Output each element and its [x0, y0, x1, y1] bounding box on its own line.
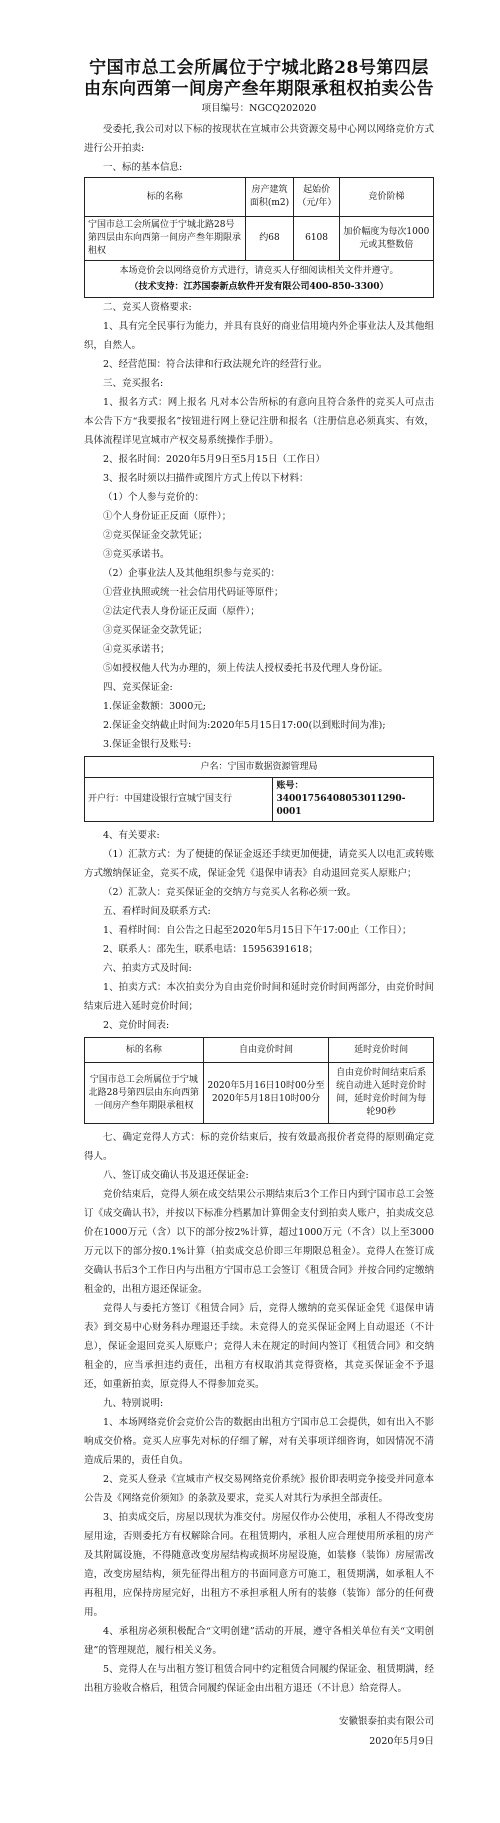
bank-name: 开户行：中国建设银行宣城宁国支行: [85, 778, 273, 822]
section-9-item-5: 5、竞得人在与出租方签订租赁合同中约定租赁合同履约保证金、租赁期满，经出租方验收合格后，租赁合同履约保证金由出租方退还（不计息）给竞得人。: [84, 1664, 434, 1694]
section-3-individual: （1）个人参与竞价的：: [103, 492, 205, 503]
table-note-line2: （技术支持：江苏国泰新点软件开发有限公司400-850-3300）: [129, 282, 389, 292]
auction-schedule-table: [84, 1037, 434, 1124]
section-5-heading: 五、看样时间及联系方式:: [103, 906, 211, 917]
section-4-requirement-1: （1）汇款方式：为了便捷的保证金返还手续更加便捷，请竞买人以电汇或转账方式缴纳保证金，竞买不成，保证金凭《退保申请表》自动退回竞买人原账户；: [84, 849, 434, 879]
section-3-heading: 三、竞买报名:: [103, 378, 164, 389]
page-title: 宁国市总工会所属位于宁城北路28号第四层由东向西第一间房产叁年期限承租权拍卖公告: [84, 58, 434, 99]
col-header-increment: 竞价阶梯: [339, 178, 433, 217]
col-header-start-price: 起始价（元/年）: [294, 178, 339, 217]
lot-info-table: [84, 177, 434, 261]
section-4-requirement-2: （2）汇款人：竞买保证金的交纳方与竞买人名称必须一致。: [103, 887, 357, 898]
section-4-item-2: 2.保证金交纳截止时间为:2020年5月15日17:00(以到账时间为准);: [103, 720, 386, 731]
section-9-heading: 九、特别说明:: [103, 1398, 164, 1409]
cell-increment: 加价幅度为每次1000元或其整数倍: [339, 217, 433, 261]
project-number: 项目编号：NGCQ202020: [201, 103, 317, 114]
section-2-item-1: 1、具有完全民事行为能力，并具有良好的商业信用境内外企事业法人及其他组织，自然人。: [84, 321, 434, 351]
section-3-item-3: 3、报名时须以扫描件或图片方式上传以下材料：: [103, 473, 309, 484]
section-3-org-doc-3: ③竞买保证金交款凭证；: [103, 625, 208, 636]
col-header-area: 房产建筑面积(m2): [245, 178, 294, 217]
col-header-name: 标的名称: [85, 178, 246, 217]
section-8-heading: 八、签订成交确认书及退还保证金:: [103, 1170, 249, 1181]
signature-company: 安徽银泰拍卖有限公司: [338, 1716, 434, 1727]
section-7: 七、确定竞得人方式：标的竞价结束后，按有效最高报价者竞得的原则确定竞得人。: [84, 1132, 434, 1162]
bank-account-number: 账号：34001756408053011290-0001: [273, 778, 434, 822]
cell-start-price: 6108: [294, 217, 339, 261]
schedule-header-name: 标的名称: [85, 1038, 204, 1063]
bank-payee: 户名：宁国市数据资源管理局: [85, 757, 434, 778]
signature-date: 2020年5月9日: [369, 1736, 434, 1747]
section-4-item-4: 4、有关要求:: [103, 830, 160, 841]
section-3-org-doc-1: ①营业执照或统一社会信用代码证等原件；: [103, 587, 284, 598]
section-9-item-2: 2、竞买人登录《宣城市产权交易网络竞价系统》报价即表明竞争接受并同意本公告及《网络竞价须知》的条款及要求，竞买人对其行为承担全部责任。: [84, 1474, 434, 1504]
table-note: [84, 261, 434, 298]
schedule-header-free: 自由竞价时间: [203, 1038, 329, 1063]
cell-area: 约68: [245, 217, 294, 261]
section-6-item-2: 2、竞价时间表:: [103, 1020, 170, 1031]
section-6-item-1: 1、拍卖方式：本次拍卖分为自由竞价时间和延时竞价时间两部分，由竞价时间结束后进入延时竞价时间；: [84, 982, 434, 1012]
section-4-item-1: 1.保证金数额：3000元;: [103, 701, 206, 712]
cell-lot-name: 宁国市总工会所属位于宁城北路28号第四层由东向西第一间房产叁年期限承租权: [85, 217, 246, 261]
section-8-para-2: 竞得人与委托方签订《租赁合同》后，竞得人缴纳的竞买保证金凭《退保申请表》到交易中心财务科办理退还手续。未竞得人的竞买保证金网上自动退还（不计息），保证金退回竞买人原账户；竞得人未在规定的时间内签订《租赁合同》和交纳租金的，应当承担违约责任，出租方有权取消其竞得资格，其竞买保证金不予退还，如重新拍卖，原竞得人不得参加竞买。: [84, 1303, 434, 1390]
section-3-org-doc-2: ②法定代表人身份证正反面（原件）；: [103, 606, 260, 617]
section-3-individual-doc-1: ①个人身份证正反面（原件）；: [103, 511, 232, 522]
section-4-item-3: 3.保证金银行及账号:: [103, 739, 192, 750]
bank-account-table: [84, 756, 434, 822]
section-9-item-3: 3、拍卖成交后，房屋以现状为准交付。房屋仅作办公使用，承租人不得改变房屋用途，否则委托方有权解除合同。在租赁期内，承租人应合理使用所承租的房产及其附属设施，不得随意改变房屋结构或损坏房屋设施，如装修（装饰）房屋需改造，改变房屋结构，须先征得出租方的书面同意方可施工，租赁期满，如承租人不再租用，应保持房屋完好，出租方不承担承租人所有的装修（装饰）部分的任何费用。: [84, 1512, 434, 1618]
section-4-heading: 四、竞买保证金:: [103, 682, 173, 693]
section-3-org-doc-4: ④竞买承诺书；: [103, 644, 170, 655]
section-5-item-1: 1、看样时间：自公告之日起至2020年5月15日下午17:00止（工作日）；: [103, 925, 412, 936]
schedule-free-start: 2020年5月16日10时00分至: [207, 1081, 325, 1091]
section-2-heading: 二、竞买人资格要求:: [103, 302, 192, 313]
schedule-lot-name: 宁国市总工会所属位于宁城北路28号第四层由东向西第一间房产叁年期限承租权: [85, 1063, 204, 1124]
section-8-para-1: 竞价结束后，竞得人须在成交结果公示期结束后3个工作日内到宁国市总工会签订《成交确认书》，并按以下标准分档累加计算佣金支付到拍卖人账户，拍卖成交总价在1000万元（含）以下的部分按2%计算，超过1000万元（不含）以上至3000万元以下的部分按0.1%计算（拍卖成交总价即三年期限总租金）。竞得人在签订成交确认书后3个工作日内与出租方宁国市总工会签订《租赁合同》并按合同约定缴纳租金的，出租方退还保证金。: [84, 1189, 434, 1295]
section-1-heading: 一、标的基本信息:: [103, 162, 183, 173]
section-6-heading: 六、拍卖方式及时间:: [103, 963, 192, 974]
section-2-item-2: 2、经营范围：符合法律和行政法规允许的经营行业。: [103, 359, 328, 370]
schedule-free-time: [203, 1063, 329, 1124]
schedule-delay-time: 自由竞价时间结束后系统自动进入延时竞价时间，延时竞价时间为每轮90秒: [329, 1063, 434, 1124]
section-3-individual-doc-3: ③竞买承诺书。: [103, 549, 170, 560]
schedule-header-delay: 延时竞价时间: [329, 1038, 434, 1063]
section-9-item-1: 1、本场网络竞价会竞价公告的数据由出租方宁国市总工会提供，如有出入不影响成交价格。竞买人应事先对标的仔细了解，对有关事项详细咨询，如因情况不清造成后果的，责任自负。: [84, 1417, 434, 1466]
intro-text: 受委托,我公司对以下标的按现状在宣城市公共资源交易中心网以网络竞价方式进行公开拍卖:: [84, 124, 434, 154]
section-3-org-doc-5: ⑤如授权他人代为办理的，须上传法人授权委托书及代理人身份证。: [103, 663, 389, 674]
table-note-line1: 本场竞价会以网络竞价方式进行，请竞买人仔细阅读相关文件并遵守。: [119, 266, 399, 276]
section-3-individual-doc-2: ②竞买保证金交款凭证；: [103, 530, 208, 541]
section-5-item-2: 2、联系人：邵先生，联系电话：15956391618；: [103, 944, 319, 955]
schedule-free-end: 2020年5月18日10时00分: [211, 1094, 320, 1104]
section-3-organization: （2）企事业法人及其他组织参与竞买的：: [103, 568, 281, 579]
section-3-item-2: 2、报名时间：2020年5月9日至5月15日（工作日）: [103, 454, 325, 465]
section-9-item-4: 4、承租房必须积极配合“文明创建”活动的开展，遵守各相关单位有关“文明创建”的管理规范，履行相关义务。: [84, 1626, 434, 1656]
section-3-item-1: 1、报名方式：网上报名 凡对本公告所标的有意向且符合条件的竞买人可点击本公告下方“我要报名”按钮进行网上登记注册和报名（注册信息必须真实、有效，具体流程详见宣城市产权交易系统操作手册）。: [84, 397, 434, 446]
